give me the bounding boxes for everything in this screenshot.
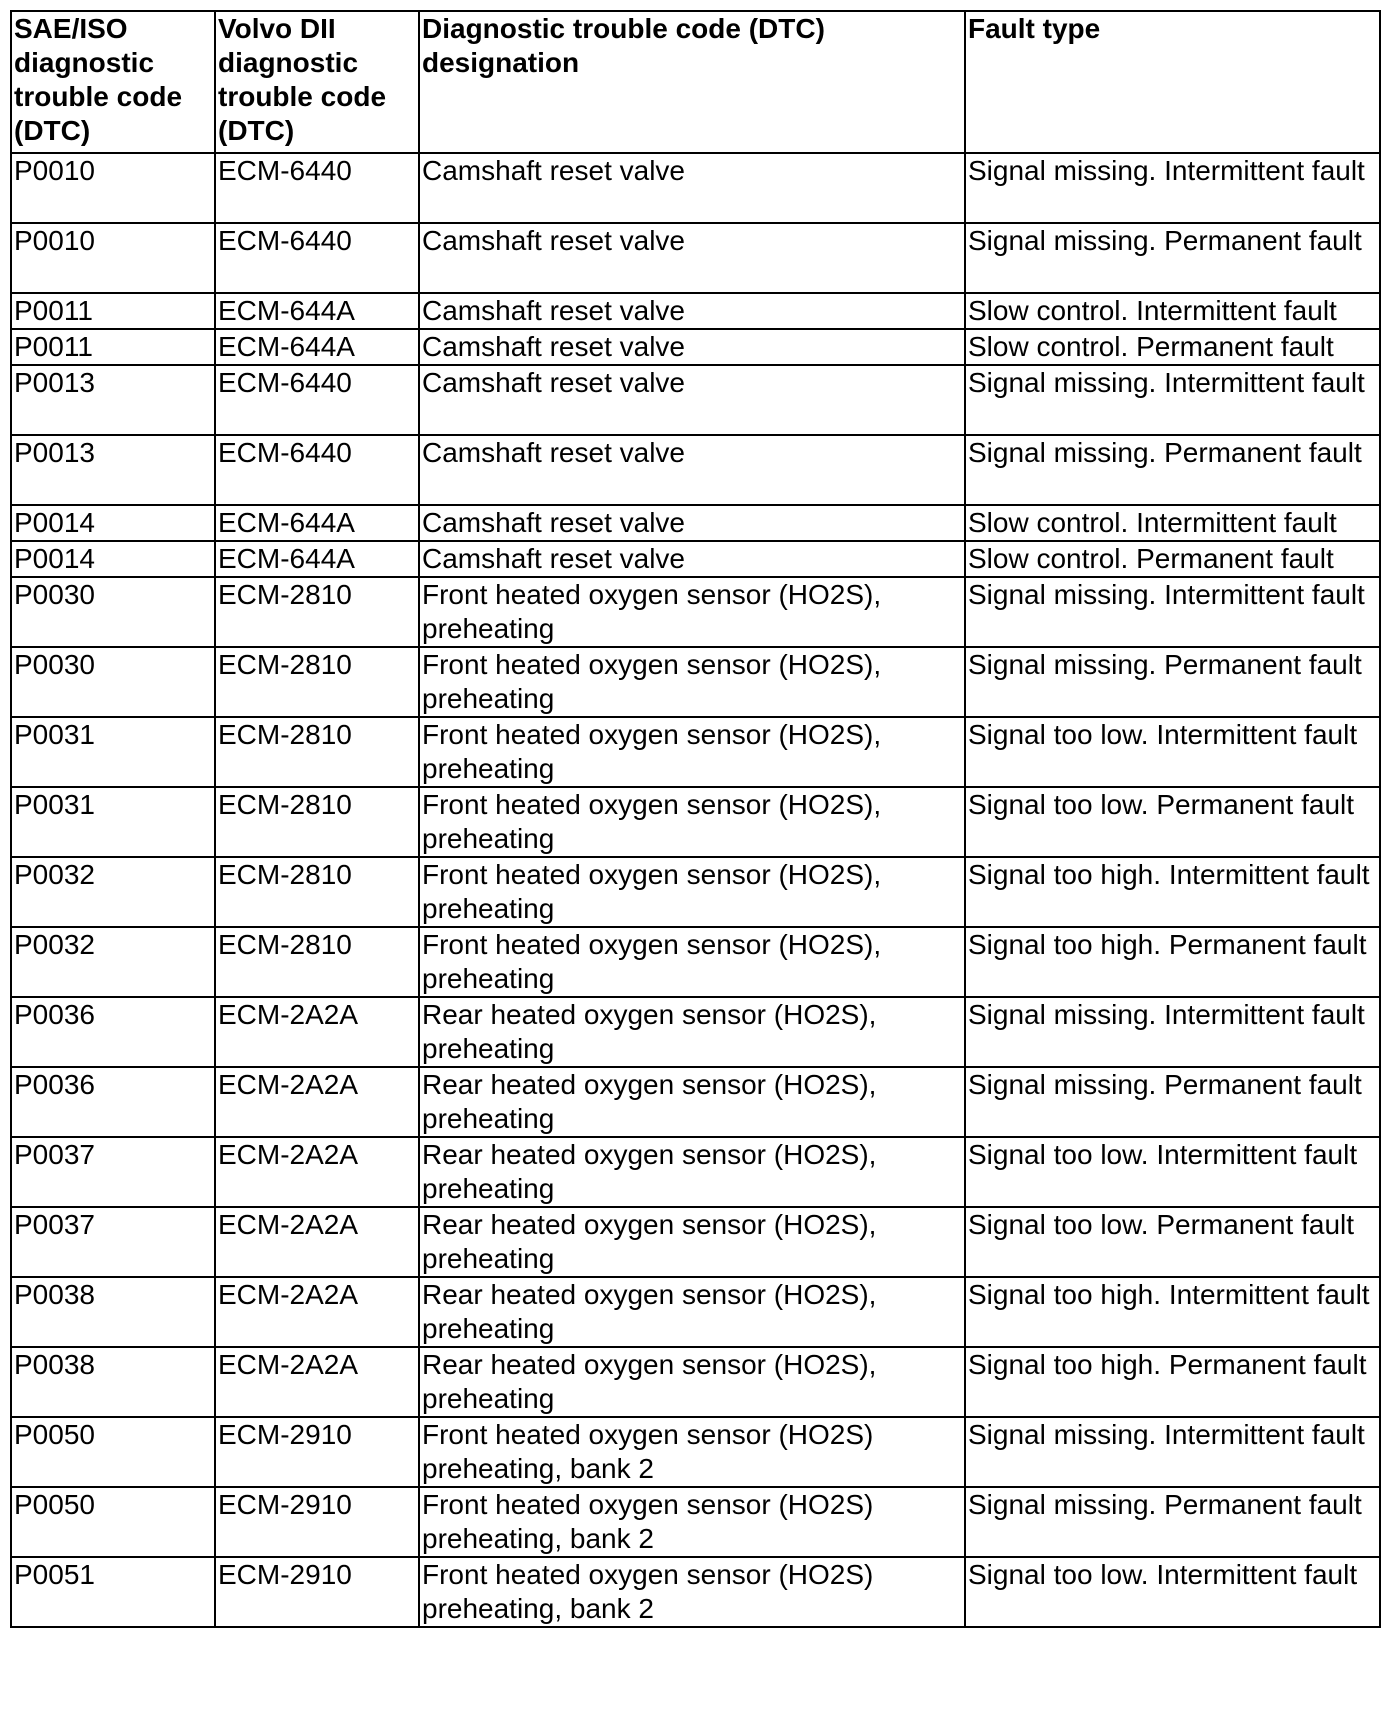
designation-cell: Front heated oxygen sensor (HO2S) preheating, bank 2 [419, 1417, 965, 1487]
table-row [11, 787, 1380, 857]
sae-code-cell: P0014 [11, 505, 215, 541]
designation-cell: Rear heated oxygen sensor (HO2S), preheating [419, 1067, 965, 1137]
sae-code-cell: P0037 [11, 1207, 215, 1277]
volvo-code-cell: ECM-2810 [215, 787, 419, 857]
sae-code-cell: P0011 [11, 329, 215, 365]
fault-type-cell: Signal missing. Permanent fault [965, 435, 1380, 505]
sae-code-cell: P0014 [11, 541, 215, 577]
table-row [11, 1487, 1380, 1557]
sae-code-cell: P0030 [11, 577, 215, 647]
table-body [11, 153, 1380, 1627]
sae-code-cell: P0030 [11, 647, 215, 717]
fault-type-cell: Signal too low. Permanent fault [965, 1207, 1380, 1277]
fault-type-cell: Signal too low. Intermittent fault [965, 717, 1380, 787]
designation-cell: Rear heated oxygen sensor (HO2S), preheating [419, 1207, 965, 1277]
designation-cell: Front heated oxygen sensor (HO2S) preheating, bank 2 [419, 1487, 965, 1557]
table-row [11, 997, 1380, 1067]
table-row [11, 505, 1380, 541]
designation-cell: Front heated oxygen sensor (HO2S), preheating [419, 787, 965, 857]
designation-cell: Rear heated oxygen sensor (HO2S), preheating [419, 1347, 965, 1417]
fault-type-cell: Signal too high. Intermittent fault [965, 857, 1380, 927]
table-row [11, 541, 1380, 577]
fault-type-cell: Signal missing. Intermittent fault [965, 997, 1380, 1067]
fault-type-cell: Signal missing. Intermittent fault [965, 1417, 1380, 1487]
sae-code-cell: P0051 [11, 1557, 215, 1627]
header-volvo-dii-dtc: Volvo DII diagnostic trouble code (DTC) [215, 11, 419, 153]
fault-type-cell: Signal too high. Permanent fault [965, 1347, 1380, 1417]
fault-type-cell: Signal too high. Intermittent fault [965, 1277, 1380, 1347]
volvo-code-cell: ECM-2810 [215, 647, 419, 717]
table-row [11, 153, 1380, 223]
volvo-code-cell: ECM-2810 [215, 577, 419, 647]
fault-type-cell: Signal missing. Permanent fault [965, 223, 1380, 293]
sae-code-cell: P0032 [11, 857, 215, 927]
table-row [11, 577, 1380, 647]
fault-type-cell: Slow control. Intermittent fault [965, 505, 1380, 541]
table-row [11, 717, 1380, 787]
table-row [11, 1137, 1380, 1207]
header-dtc-designation: Diagnostic trouble code (DTC) designation [419, 11, 965, 153]
table-row [11, 1417, 1380, 1487]
volvo-code-cell: ECM-2A2A [215, 1137, 419, 1207]
fault-type-cell: Slow control. Permanent fault [965, 329, 1380, 365]
volvo-code-cell: ECM-2A2A [215, 1277, 419, 1347]
designation-cell: Front heated oxygen sensor (HO2S) preheating, bank 2 [419, 1557, 965, 1627]
table-row [11, 647, 1380, 717]
volvo-code-cell: ECM-2810 [215, 927, 419, 997]
sae-code-cell: P0031 [11, 787, 215, 857]
volvo-code-cell: ECM-6440 [215, 153, 419, 223]
designation-cell: Front heated oxygen sensor (HO2S), preheating [419, 857, 965, 927]
sae-code-cell: P0013 [11, 365, 215, 435]
volvo-code-cell: ECM-2910 [215, 1417, 419, 1487]
volvo-code-cell: ECM-2810 [215, 717, 419, 787]
volvo-code-cell: ECM-644A [215, 329, 419, 365]
fault-type-cell: Signal missing. Intermittent fault [965, 365, 1380, 435]
volvo-code-cell: ECM-2A2A [215, 997, 419, 1067]
volvo-code-cell: ECM-2A2A [215, 1067, 419, 1137]
sae-code-cell: P0050 [11, 1487, 215, 1557]
table-row [11, 1207, 1380, 1277]
designation-cell: Front heated oxygen sensor (HO2S), preheating [419, 927, 965, 997]
sae-code-cell: P0010 [11, 223, 215, 293]
header-fault-type: Fault type [965, 11, 1380, 153]
volvo-code-cell: ECM-644A [215, 293, 419, 329]
table-row [11, 435, 1380, 505]
designation-cell: Camshaft reset valve [419, 293, 965, 329]
fault-type-cell: Signal missing. Permanent fault [965, 1067, 1380, 1137]
fault-type-cell: Signal missing. Permanent fault [965, 647, 1380, 717]
volvo-code-cell: ECM-6440 [215, 435, 419, 505]
designation-cell: Front heated oxygen sensor (HO2S), preheating [419, 717, 965, 787]
designation-cell: Front heated oxygen sensor (HO2S), preheating [419, 577, 965, 647]
table-row [11, 1557, 1380, 1627]
fault-type-cell: Signal missing. Intermittent fault [965, 153, 1380, 223]
designation-cell: Rear heated oxygen sensor (HO2S), preheating [419, 997, 965, 1067]
designation-cell: Camshaft reset valve [419, 365, 965, 435]
sae-code-cell: P0031 [11, 717, 215, 787]
volvo-code-cell: ECM-6440 [215, 365, 419, 435]
sae-code-cell: P0037 [11, 1137, 215, 1207]
table-row [11, 293, 1380, 329]
table-row [11, 857, 1380, 927]
designation-cell: Rear heated oxygen sensor (HO2S), preheating [419, 1277, 965, 1347]
designation-cell: Camshaft reset valve [419, 435, 965, 505]
table-row [11, 1067, 1380, 1137]
sae-code-cell: P0011 [11, 293, 215, 329]
volvo-code-cell: ECM-644A [215, 505, 419, 541]
designation-cell: Camshaft reset valve [419, 505, 965, 541]
fault-type-cell: Slow control. Permanent fault [965, 541, 1380, 577]
sae-code-cell: P0038 [11, 1277, 215, 1347]
volvo-code-cell: ECM-6440 [215, 223, 419, 293]
volvo-code-cell: ECM-2910 [215, 1557, 419, 1627]
fault-type-cell: Slow control. Intermittent fault [965, 293, 1380, 329]
header-sae-iso-dtc: SAE/ISO diagnostic trouble code (DTC) [11, 11, 215, 153]
sae-code-cell: P0036 [11, 997, 215, 1067]
volvo-code-cell: ECM-2A2A [215, 1207, 419, 1277]
designation-cell: Camshaft reset valve [419, 329, 965, 365]
sae-code-cell: P0036 [11, 1067, 215, 1137]
header-row [11, 11, 1380, 153]
volvo-code-cell: ECM-2910 [215, 1487, 419, 1557]
fault-type-cell: Signal missing. Permanent fault [965, 1487, 1380, 1557]
table-row [11, 223, 1380, 293]
sae-code-cell: P0032 [11, 927, 215, 997]
fault-type-cell: Signal too high. Permanent fault [965, 927, 1380, 997]
fault-type-cell: Signal too low. Permanent fault [965, 787, 1380, 857]
dtc-table [10, 10, 1381, 1628]
designation-cell: Camshaft reset valve [419, 153, 965, 223]
designation-cell: Front heated oxygen sensor (HO2S), preheating [419, 647, 965, 717]
table-row [11, 1277, 1380, 1347]
volvo-code-cell: ECM-644A [215, 541, 419, 577]
volvo-code-cell: ECM-2A2A [215, 1347, 419, 1417]
fault-type-cell: Signal too low. Intermittent fault [965, 1557, 1380, 1627]
fault-type-cell: Signal too low. Intermittent fault [965, 1137, 1380, 1207]
designation-cell: Camshaft reset valve [419, 223, 965, 293]
fault-type-cell: Signal missing. Intermittent fault [965, 577, 1380, 647]
table-row [11, 329, 1380, 365]
sae-code-cell: P0010 [11, 153, 215, 223]
sae-code-cell: P0013 [11, 435, 215, 505]
table-row [11, 365, 1380, 435]
sae-code-cell: P0038 [11, 1347, 215, 1417]
sae-code-cell: P0050 [11, 1417, 215, 1487]
volvo-code-cell: ECM-2810 [215, 857, 419, 927]
table-row [11, 1347, 1380, 1417]
designation-cell: Camshaft reset valve [419, 541, 965, 577]
table-row [11, 927, 1380, 997]
designation-cell: Rear heated oxygen sensor (HO2S), preheating [419, 1137, 965, 1207]
